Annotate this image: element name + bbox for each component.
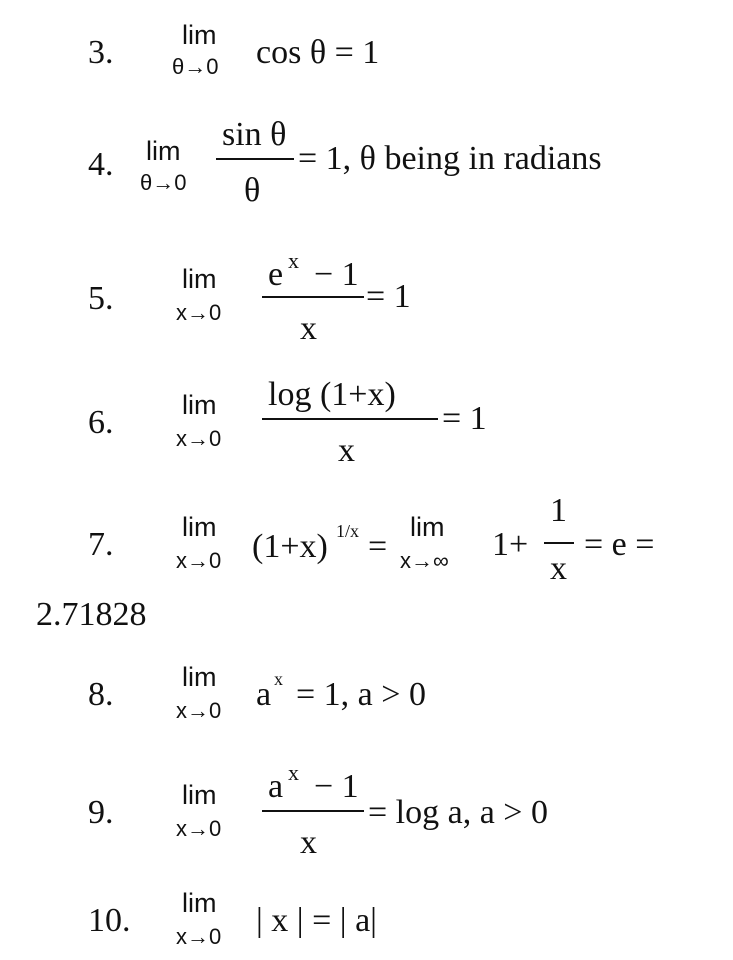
formula-4-rhs: = 1, θ being in radians [298,140,602,177]
formula-5-lim: lim [182,264,217,294]
formula-9-number: 9. [88,794,114,831]
formula-4-under: θ→0 [140,170,187,195]
formula-5-num-base: e [268,256,284,293]
formula-7-frac-den: x [550,550,567,587]
formula-6-rhs: = 1 [442,400,487,437]
formula-8-base: a [256,676,272,713]
formula-7-under2: x→∞ [400,548,449,573]
formula-6-fraction-bar [262,418,438,420]
formula-7-eq: = [368,528,388,565]
formula-10-lim: lim [182,888,217,918]
formula-9-num-rest: − 1 [314,768,359,805]
formula-5-fraction-bar [262,296,364,298]
formula-4-number: 4. [88,146,114,183]
formula-9-rhs: = log a, a > 0 [368,794,548,831]
formula-9-denominator: x [300,824,317,861]
formula-10-under: x→0 [176,924,222,949]
formula-3-under: θ→0 [172,54,219,79]
formula-9-under: x→0 [176,816,222,841]
formula-7-number: 7. [88,526,114,563]
formula-7-expr: (1+x) [252,528,328,565]
formula-9-fraction-bar [262,810,364,812]
formula-8-under: x→0 [176,698,222,723]
formula-7-under: x→0 [176,548,222,573]
formula-10-expr: | x | = | a| [256,902,377,939]
formula-4-lim: lim [146,136,181,166]
formula-7-continuation: 2.71828 [36,596,147,633]
formula-3-lim: lim [182,20,217,50]
formula-7-lim2: lim [410,512,445,542]
formula-7-frac-num: 1 [550,492,567,529]
formula-9-lim: lim [182,780,217,810]
formula-3-expr: cos θ = 1 [256,34,380,71]
formula-3-number: 3. [88,34,114,71]
formula-6-under: x→0 [176,426,222,451]
formula-6-number: 6. [88,404,114,441]
formula-4-denominator: θ [244,172,261,209]
formula-9-num-sup: x [288,760,299,785]
formula-6-lim: lim [182,390,217,420]
formula-7-rhs: = e = [584,526,655,563]
formula-8-sup: x [274,669,283,689]
formula-10-number: 10. [88,902,131,939]
formula-9-num-base: a [268,768,284,805]
formula-8-number: 8. [88,676,114,713]
formula-8-lim: lim [182,662,217,692]
formula-7-lim: lim [182,512,217,542]
formula-5-num-rest: − 1 [314,256,359,293]
formula-8-rest: = 1, a > 0 [296,676,426,713]
formula-5-number: 5. [88,280,114,317]
formula-6-numerator: log (1+x) [268,376,396,413]
formula-7-term: 1+ [492,526,529,563]
formula-5-num-sup: x [288,248,299,273]
formula-4-fraction-bar [216,158,294,160]
formula-5-denominator: x [300,310,317,347]
formula-7-sup: 1/x [336,521,360,541]
formula-4-numerator: sin θ [222,116,287,153]
formula-5-rhs: = 1 [366,278,411,315]
formula-7-fraction-bar [544,542,574,544]
formula-6-denominator: x [338,432,355,469]
formula-5-under: x→0 [176,300,222,325]
